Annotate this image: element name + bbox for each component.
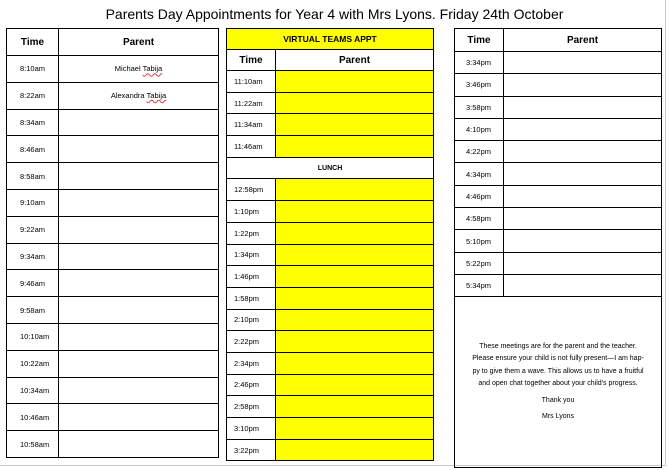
appointment-row <box>227 179 434 201</box>
appointment-row <box>7 297 219 324</box>
time-header: Time <box>227 50 276 71</box>
slot-time: 4:34pm <box>455 163 504 185</box>
slot-time: 1:46pm <box>227 266 276 288</box>
appointment-row <box>7 216 219 243</box>
note-thanks: Thank you <box>541 396 575 404</box>
slot-time: 9:10am <box>7 189 59 216</box>
appointment-row <box>7 136 219 163</box>
note-line: These meetings are for the parent and the teacher. <box>479 342 637 350</box>
slot-time: 11:46am <box>227 136 276 158</box>
time-header: Time <box>455 29 504 52</box>
slot-time: 10:58am <box>7 431 59 458</box>
parent-name-cell[interactable] <box>59 270 219 297</box>
appointment-row <box>227 439 434 461</box>
slot-time: 4:46pm <box>455 185 504 207</box>
appointment-row <box>7 189 219 216</box>
parent-name-cell[interactable] <box>276 244 434 266</box>
appointment-row <box>455 252 662 274</box>
slot-time: 3:46pm <box>455 74 504 96</box>
appointment-row <box>455 96 662 118</box>
appointment-row <box>455 185 662 207</box>
slot-time: 5:34pm <box>455 274 504 296</box>
spellcheck-underline: Tabija <box>142 64 163 74</box>
parent-name-cell[interactable] <box>504 52 662 74</box>
parent-name-cell[interactable] <box>276 396 434 418</box>
parent-name-cell[interactable] <box>59 404 219 431</box>
appointment-row <box>7 243 219 270</box>
appointment-row <box>7 270 219 297</box>
parent-name-cell[interactable] <box>59 377 219 404</box>
appointment-row <box>455 163 662 185</box>
slot-time: 11:22am <box>227 92 276 114</box>
slot-time: 1:58pm <box>227 287 276 309</box>
slot-time: 8:58am <box>7 163 59 190</box>
evening-appointments-table <box>454 28 662 468</box>
parent-name-cell[interactable] <box>276 136 434 158</box>
parent-name-cell[interactable] <box>504 118 662 140</box>
slot-time: 11:10am <box>227 71 276 93</box>
parent-name-cell[interactable] <box>276 418 434 440</box>
note-line: py to give them a wave. This allows us to have a fruitful <box>472 367 644 375</box>
appointment-row <box>7 163 219 190</box>
appointment-row <box>227 266 434 288</box>
parent-name-cell[interactable] <box>276 92 434 114</box>
appointment-row <box>455 208 662 230</box>
appointment-row <box>227 352 434 374</box>
parent-name-cell[interactable] <box>504 74 662 96</box>
slot-time: 4:58pm <box>455 208 504 230</box>
appointment-row <box>7 404 219 431</box>
slot-time: 3:34pm <box>455 52 504 74</box>
parent-name-cell[interactable] <box>59 163 219 190</box>
appointment-row <box>7 431 219 458</box>
appointment-row <box>227 71 434 93</box>
appointment-row <box>227 244 434 266</box>
parent-name-cell[interactable] <box>276 201 434 223</box>
appointment-row <box>227 374 434 396</box>
slot-time: 3:22pm <box>227 439 276 461</box>
parent-header: Parent <box>276 50 434 71</box>
appointment-row <box>455 230 662 252</box>
parent-name-cell[interactable] <box>59 243 219 270</box>
lunch-break: LUNCH <box>227 157 434 179</box>
appointment-row <box>227 331 434 353</box>
slot-time: 5:10pm <box>455 230 504 252</box>
appointment-row <box>7 323 219 350</box>
parent-name-cell[interactable]: Alexandra Tabija <box>59 82 219 109</box>
parent-name-cell[interactable] <box>59 297 219 324</box>
appointment-row <box>455 118 662 140</box>
appointment-row <box>227 201 434 223</box>
slot-time: 2:34pm <box>227 352 276 374</box>
slot-time: 12:58pm <box>227 179 276 201</box>
slot-time: 10:10am <box>7 323 59 350</box>
slot-time: 10:34am <box>7 377 59 404</box>
slot-time: 10:46am <box>7 404 59 431</box>
slot-time: 11:34am <box>227 114 276 136</box>
parent-name-cell[interactable] <box>276 222 434 244</box>
morning-rows <box>7 56 219 458</box>
slot-time: 8:46am <box>7 136 59 163</box>
appointment-row <box>227 396 434 418</box>
slot-time: 4:22pm <box>455 141 504 163</box>
slot-time: 4:10pm <box>455 118 504 140</box>
appointment-row <box>227 114 434 136</box>
slot-time: 9:22am <box>7 216 59 243</box>
slot-time: 9:46am <box>7 270 59 297</box>
appointment-row <box>227 222 434 244</box>
afternoon-rows <box>227 179 434 461</box>
appointment-row <box>455 274 662 296</box>
parent-name-cell[interactable] <box>59 109 219 136</box>
parent-name-cell[interactable] <box>276 352 434 374</box>
parent-name-cell[interactable] <box>276 309 434 331</box>
appointment-row <box>455 74 662 96</box>
parent-name-cell[interactable] <box>59 216 219 243</box>
parent-name-cell[interactable] <box>59 431 219 458</box>
appointment-row <box>455 52 662 74</box>
parent-name-cell[interactable] <box>276 287 434 309</box>
appointment-row <box>7 56 219 83</box>
appointment-row <box>227 287 434 309</box>
morning-appointments-table <box>6 28 219 458</box>
parent-name-cell[interactable] <box>504 163 662 185</box>
slot-time: 2:22pm <box>227 331 276 353</box>
slot-time: 9:34am <box>7 243 59 270</box>
slot-time: 8:10am <box>7 56 59 83</box>
parent-name-cell[interactable] <box>276 439 434 461</box>
parent-name-cell[interactable] <box>276 331 434 353</box>
teacher-note <box>455 297 662 468</box>
parent-name-cell[interactable] <box>59 350 219 377</box>
virtual-teams-banner: VIRTUAL TEAMS APPT <box>227 29 434 50</box>
evening-rows <box>455 52 662 297</box>
appointment-row <box>227 92 434 114</box>
parent-header: Parent <box>59 29 219 56</box>
note-line: and open chat together about your child's progress. <box>478 380 638 388</box>
parent-name-cell[interactable] <box>504 252 662 274</box>
appointment-row <box>7 82 219 109</box>
appointment-row <box>227 136 434 158</box>
parent-name-cell[interactable] <box>504 230 662 252</box>
appointment-row <box>7 350 219 377</box>
appointment-row <box>227 309 434 331</box>
appointment-row <box>227 418 434 440</box>
parent-name-cell[interactable] <box>276 114 434 136</box>
parent-name-cell[interactable] <box>276 374 434 396</box>
note-line: Please ensure your child is not fully present—I am hap- <box>472 355 644 363</box>
late-morning-rows <box>227 71 434 158</box>
parent-name-cell[interactable] <box>276 179 434 201</box>
page-title: Parents Day Appointments for Year 4 with Mrs Lyons. Friday 24th October <box>105 6 564 22</box>
appointment-row <box>7 109 219 136</box>
parent-name-cell[interactable] <box>504 96 662 118</box>
slot-time: 9:58am <box>7 297 59 324</box>
time-header: Time <box>7 29 59 56</box>
slot-time: 2:10pm <box>227 309 276 331</box>
slot-time: 2:58pm <box>227 396 276 418</box>
note-signature: Mrs Lyons <box>541 413 575 421</box>
slot-time: 8:34am <box>7 109 59 136</box>
slot-time: 2:46pm <box>227 374 276 396</box>
slot-time: 1:34pm <box>227 244 276 266</box>
slot-time: 1:10pm <box>227 201 276 223</box>
parent-name-cell[interactable] <box>276 71 434 93</box>
parent-name-cell[interactable] <box>59 136 219 163</box>
slot-time: 5:22pm <box>455 252 504 274</box>
parent-name-cell[interactable] <box>504 141 662 163</box>
parent-name-cell[interactable] <box>59 189 219 216</box>
appointment-row <box>455 141 662 163</box>
parent-name-cell[interactable]: Michael Tabija <box>59 56 219 83</box>
slot-time: 8:22am <box>7 82 59 109</box>
parent-name-cell[interactable] <box>276 266 434 288</box>
slot-time: 3:58pm <box>455 96 504 118</box>
spellcheck-underline: Tabija <box>146 91 167 101</box>
slot-time: 3:10pm <box>227 418 276 440</box>
parent-name-cell[interactable] <box>504 185 662 207</box>
appointment-row <box>7 377 219 404</box>
parent-name-cell[interactable] <box>59 323 219 350</box>
slot-time: 10:22am <box>7 350 59 377</box>
slot-time: 1:22pm <box>227 222 276 244</box>
parent-header: Parent <box>504 29 662 52</box>
parent-name-cell[interactable] <box>504 274 662 296</box>
virtual-appointments-table <box>226 28 434 461</box>
parent-name-cell[interactable] <box>504 208 662 230</box>
